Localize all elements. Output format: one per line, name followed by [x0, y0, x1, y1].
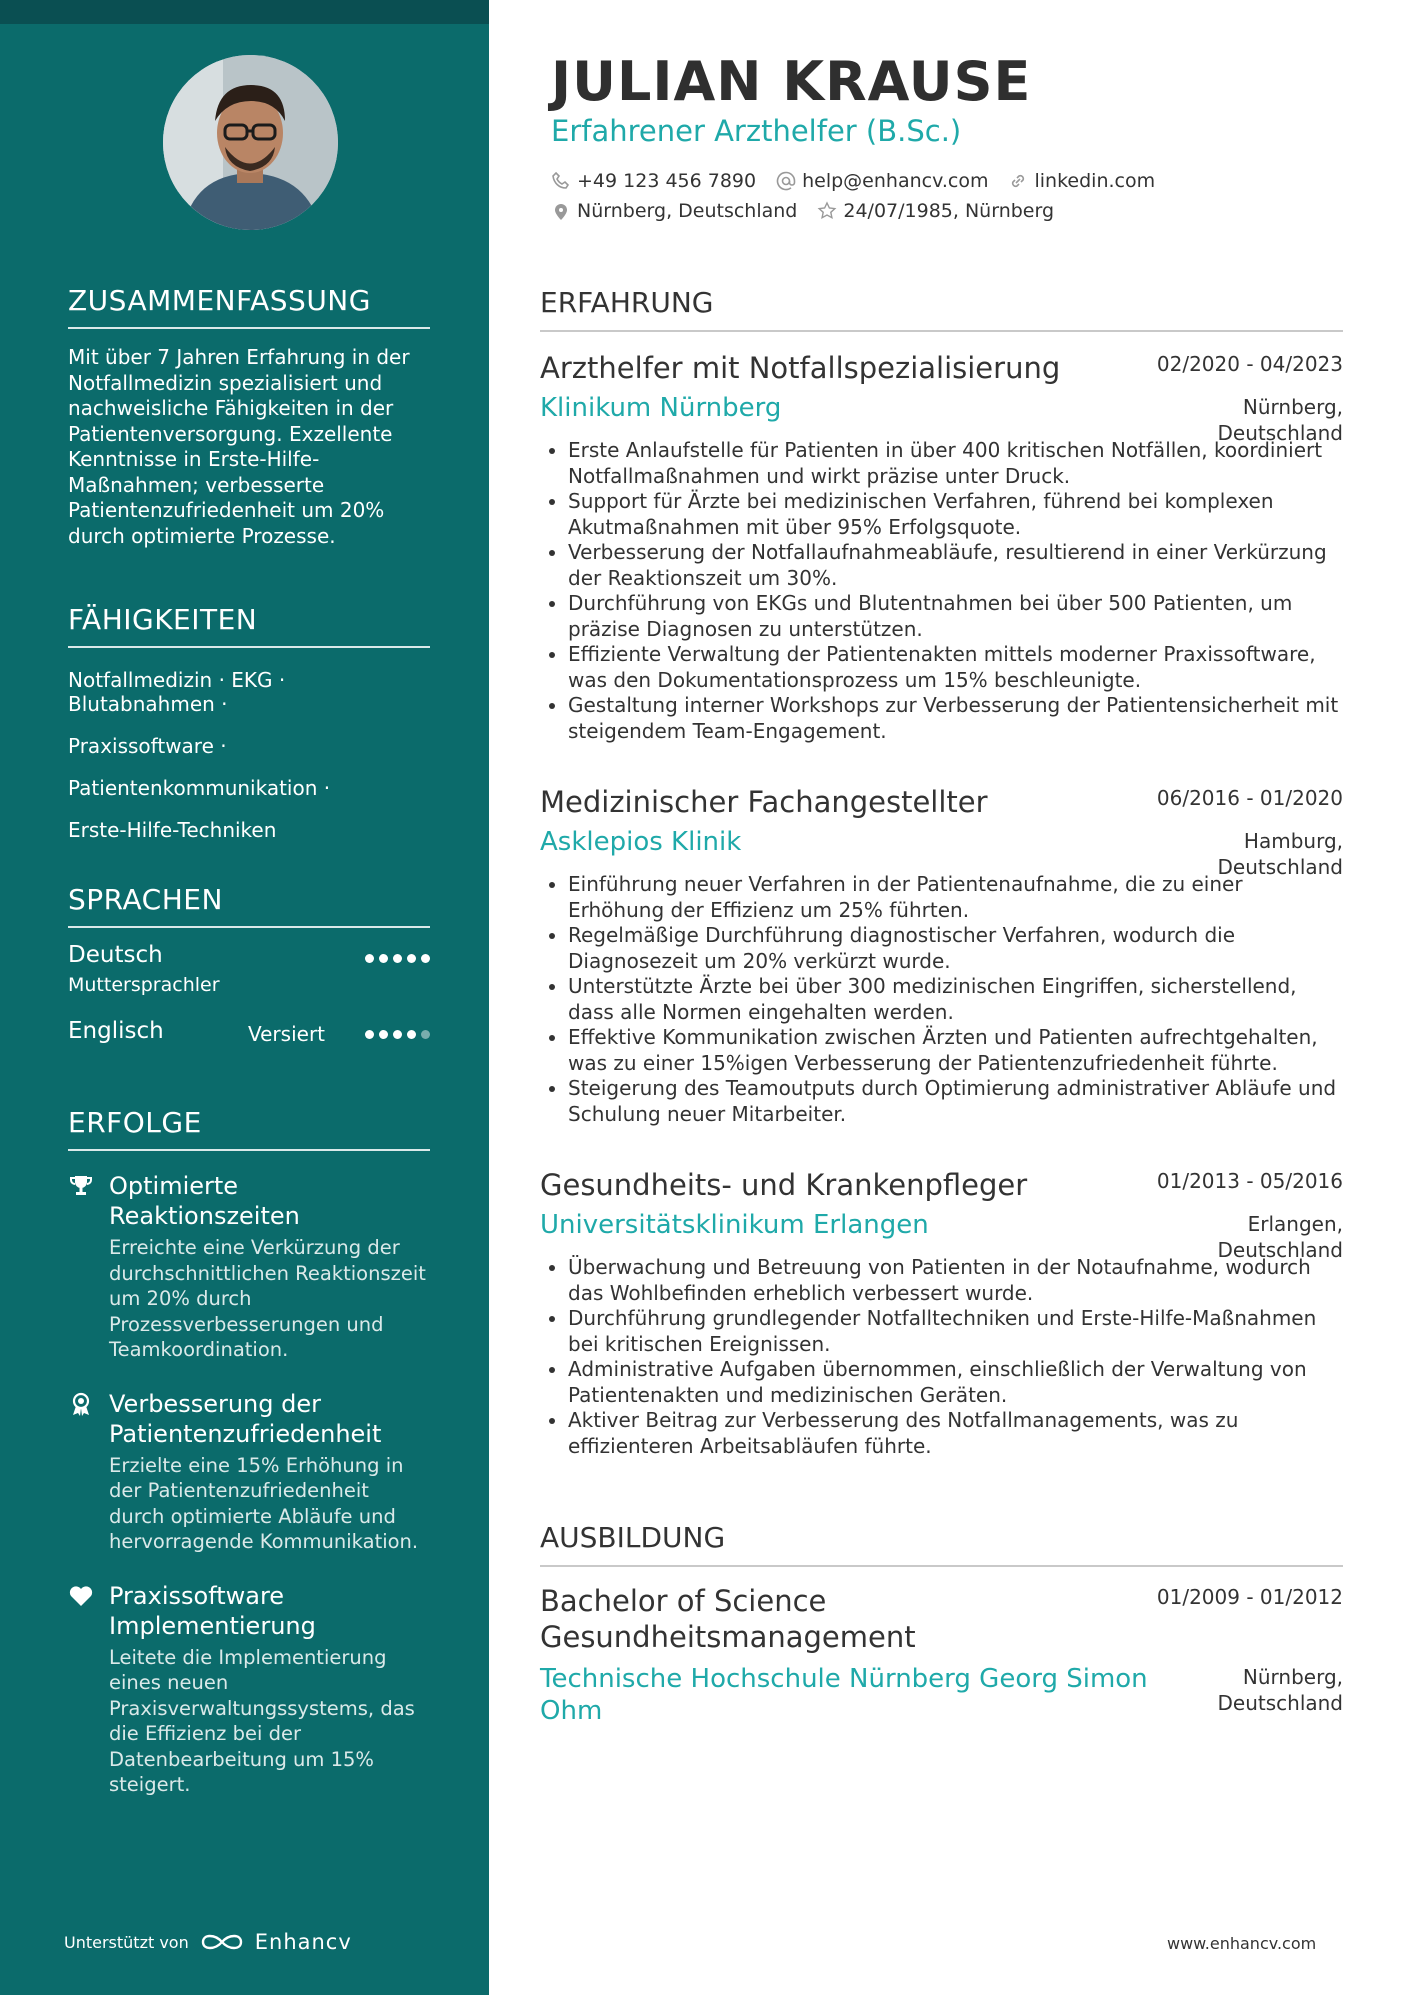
job-location-city: Erlangen, — [1247, 1212, 1343, 1236]
profile-photo — [163, 55, 338, 230]
heart-icon — [68, 1583, 94, 1609]
link-icon — [1008, 171, 1028, 191]
education-location-country: Deutschland — [1217, 1690, 1343, 1715]
skill-line: Patientenkommunikation · — [68, 776, 331, 800]
achievement-title: Praxissoftware Implementierung — [109, 1581, 316, 1640]
website-link: linkedin.com — [1034, 170, 1156, 192]
rating-dot-empty — [421, 1030, 430, 1039]
job-bullets — [540, 872, 1343, 1127]
job-bullet: • Steigerung des Teamoutputs durch Optimierung administrativer Abläufe und Schulung neuer Mitarbeiter. — [568, 1076, 1343, 1127]
language-item — [68, 1018, 430, 1078]
language-rating — [365, 954, 430, 963]
education-dates: 01/2009 - 01/2012 — [1156, 1585, 1343, 1609]
job-bullet: • Unterstützte Ärzte bei über 300 medizinischen Eingriffen, sicherstellend, dass alle Normen eingehalten werden. — [568, 974, 1343, 1025]
rating-dot — [393, 954, 402, 963]
skills-heading: FÄHIGKEITEN — [68, 603, 430, 648]
skill-line: Notfallmedizin · EKG · Blutabnahmen · — [68, 668, 286, 716]
rating-dot — [379, 954, 388, 963]
job-bullet: • Support für Ärzte bei medizinischen Verfahren, führend bei komplexen Akutmaßnahmen mit über 95% Erfolgsquote. — [568, 489, 1343, 540]
job-bullet: • Überwachung und Betreuung von Patienten in der Notaufnahme, wodurch das Wohlbefinden erheblich verbessert wurde. — [568, 1255, 1343, 1306]
job-bullet: • Erste Anlaufstelle für Patienten in über 400 kritischen Notfällen, koordiniert Notfallmaßnahmen und wirkt präzise unter Druck. — [568, 438, 1343, 489]
job-bullet: • Verbesserung der Notfallaufnahmeabläufe, resultierend in einer Verkürzung der Reaktionszeit um 30%. — [568, 540, 1343, 591]
contact-row-2 — [551, 200, 1054, 222]
rating-dot — [379, 1030, 388, 1039]
skill-line: Erste-Hilfe-Techniken — [68, 818, 277, 842]
achievement-description: Erreichte eine Verkürzung der durchschnittlichen Reaktionszeit um 20% durch Prozessverbesserungen und Teamkoordination. — [109, 1236, 426, 1361]
achievement-description: Erzielte eine 15% Erhöhung in der Patientenzufriedenheit durch optimierte Abläufe und hervorragende Kommunikation. — [109, 1453, 419, 1553]
education-field: Gesundheitsmanagement — [540, 1620, 916, 1654]
job-location — [1218, 395, 1344, 446]
job-company: Asklepios Klinik — [540, 827, 742, 857]
contact-website[interactable] — [1008, 170, 1155, 192]
rating-dot — [421, 954, 430, 963]
job-location-city: Hamburg, — [1243, 829, 1343, 853]
achievements-section — [68, 1106, 430, 1824]
job-location-city: Nürnberg, — [1242, 395, 1343, 419]
achievement-item — [68, 1171, 430, 1363]
language-rating — [365, 1030, 430, 1039]
job-bullet: • Administrative Aufgaben übernommen, einschließlich der Verwaltung von Patientenakten und medizinischen Geräten. — [568, 1357, 1343, 1408]
email-address: help@enhancv.com — [802, 170, 989, 192]
job-entry — [540, 1167, 1343, 1459]
job-entry — [540, 784, 1343, 1127]
job-bullet: • Gestaltung interner Workshops zur Verbesserung der Patientensicherheit mit steigendem Team-Engagement. — [568, 693, 1343, 744]
job-bullet: • Effiziente Verwaltung der Patientenakten mittels moderner Praxissoftware, was den Dokumentationsprozess um 15% beschleunigte. — [568, 642, 1343, 693]
contact-birth — [817, 200, 1054, 222]
job-bullet: • Regelmäßige Durchführung diagnostischer Verfahren, wodurch die Diagnosezeit um 20% verkürzt wurde. — [568, 923, 1343, 974]
education-entry — [540, 1583, 1343, 1727]
job-dates: 02/2020 - 04/2023 — [1156, 352, 1343, 376]
at-icon — [776, 171, 796, 191]
star-icon — [817, 201, 837, 221]
achievement-title: Optimierte Reaktionszeiten — [109, 1172, 300, 1230]
location-text: Nürnberg, Deutschland — [577, 200, 798, 222]
languages-heading: SPRACHEN — [68, 883, 430, 928]
rating-dot — [393, 1030, 402, 1039]
candidate-name: JULIAN KRAUSE — [551, 50, 1032, 113]
job-bullet: • Durchführung grundlegender Notfalltechniken und Erste-Hilfe-Maßnahmen bei kritischen Ereignissen. — [568, 1306, 1343, 1357]
trophy-icon — [68, 1173, 94, 1199]
rating-dot — [365, 954, 374, 963]
enhancv-logo-icon — [199, 1930, 245, 1954]
job-bullet: • Effektive Kommunikation zwischen Ärzten und Patienten aufrechtgehalten, was zu einer 15%igen Verbesserung der Patientenzufriedenheit führte. — [568, 1025, 1343, 1076]
job-dates: 01/2013 - 05/2016 — [1156, 1169, 1343, 1193]
job-bullets — [540, 1255, 1343, 1459]
summary-section — [68, 284, 430, 549]
education-location — [1218, 1665, 1344, 1716]
education-degree: Bachelor of Science — [540, 1584, 827, 1618]
avatar-illustration — [163, 55, 338, 230]
job-location-country: Deutschland — [1217, 420, 1343, 445]
job-location — [1218, 1212, 1344, 1263]
job-bullet: • Durchführung von EKGs und Blutentnahmen bei über 500 Patienten, um präzise Diagnosen zu unterstützen. — [568, 591, 1343, 642]
job-company: Klinikum Nürnberg — [540, 393, 782, 423]
summary-text: Mit über 7 Jahren Erfahrung in der Notfallmedizin spezialisiert und nachweisliche Fähigkeiten in der Patientenversorgung. Exzellente Kenntnisse in Erste-Hilfe-Maßnahmen; verbesserte Patientenzufriedenheit um 20% durch optimierte Prozesse. — [68, 345, 410, 548]
brand-name: Enhancv — [254, 1930, 352, 1954]
achievements-heading: ERFOLGE — [68, 1106, 430, 1151]
job-bullet: • Einführung neuer Verfahren in der Patientenaufnahme, die zu einer Erhöhung der Effizienz um 25% führten. — [568, 872, 1343, 923]
rating-dot — [365, 1030, 374, 1039]
language-item — [68, 942, 430, 1018]
job-location — [1218, 829, 1344, 880]
education-heading: AUSBILDUNG — [540, 1521, 1343, 1567]
phone-number: +49 123 456 7890 — [577, 170, 757, 192]
language-level: Muttersprachler — [68, 974, 220, 996]
achievement-item — [68, 1389, 430, 1555]
phone-icon — [551, 171, 571, 191]
job-title: Arzthelfer mit Notfallspezialisierung — [540, 351, 1061, 385]
job-title: Medizinischer Fachangestellter — [540, 785, 988, 819]
candidate-headline: Erfahrener Arzthelfer (B.Sc.) — [551, 114, 962, 148]
contact-location — [551, 200, 797, 222]
job-location-country: Deutschland — [1217, 854, 1343, 879]
language-name: Englisch — [68, 1018, 164, 1044]
languages-section — [68, 883, 430, 1078]
contact-phone[interactable] — [551, 170, 756, 192]
achievement-title: Verbesserung der Patientenzufriedenheit — [109, 1389, 382, 1448]
rating-dot — [407, 1030, 416, 1039]
rating-dot — [407, 954, 416, 963]
education-school-cont: Ohm — [540, 1696, 603, 1726]
powered-by-label: Unterstützt von — [64, 1932, 189, 1952]
sidebar-top-bar — [0, 0, 489, 24]
powered-by — [64, 1930, 352, 1954]
job-dates: 06/2016 - 01/2020 — [1156, 786, 1343, 810]
job-company: Universitätsklinikum Erlangen — [540, 1210, 929, 1240]
sidebar — [0, 0, 489, 1995]
job-entry — [540, 350, 1343, 744]
footer-url[interactable]: www.enhancv.com — [1167, 1934, 1317, 1953]
summary-heading: ZUSAMMENFASSUNG — [68, 284, 430, 329]
location-pin-icon — [551, 201, 571, 221]
job-bullets — [540, 438, 1343, 744]
job-location-country: Deutschland — [1217, 1237, 1343, 1262]
job-title: Gesundheits- und Krankenpfleger — [540, 1168, 1028, 1202]
achievement-item — [68, 1581, 430, 1798]
education-school: Technische Hochschule Nürnberg Georg Simon — [540, 1664, 1148, 1694]
achievement-description: Leitete die Implementierung eines neuen Praxisverwaltungssystems, das die Effizienz bei der Datenbearbeitung um 15% steigert. — [109, 1645, 415, 1796]
language-level: Versiert — [248, 1022, 326, 1046]
experience-heading: ERFAHRUNG — [540, 286, 1343, 332]
birth-text: 24/07/1985, Nürnberg — [843, 200, 1055, 222]
language-name: Deutsch — [68, 942, 163, 968]
contact-email[interactable] — [776, 170, 988, 192]
skills-section — [68, 603, 430, 860]
skill-line: Praxissoftware · — [68, 734, 227, 758]
job-bullet: • Aktiver Beitrag zur Verbesserung des Notfallmanagements, was zu effizienteren Arbeitsabläufen führte. — [568, 1408, 1343, 1459]
medal-icon — [68, 1391, 94, 1417]
education-location-city: Nürnberg, — [1242, 1665, 1343, 1689]
contact-row — [551, 170, 1155, 192]
